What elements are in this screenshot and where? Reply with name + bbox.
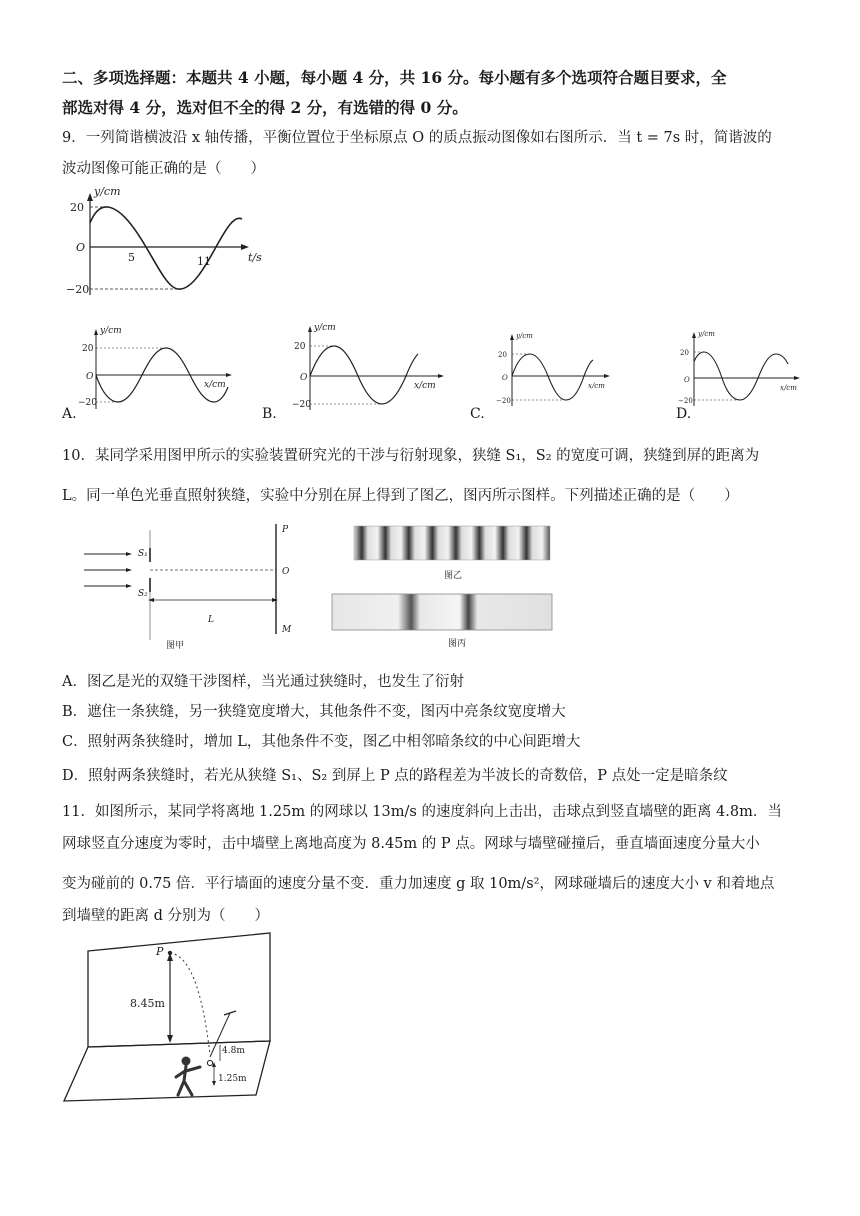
q10-l-label: L [208, 615, 214, 625]
q10-option-d: D．照射两条狭缝时，若光从狭缝 S₁、S₂ 到屏上 P 点的路程差为半波长的奇数倍，P 点处一定是暗条纹 [62, 768, 728, 784]
q9-d-x-label: x/cm [780, 384, 797, 392]
q9-b-y-tick-top: 20 [294, 342, 306, 352]
section-title-line1: 二、多项选择题：本题共 4 小题，每小题 4 分，共 16 分。每小题有多个选项符合题目要求，全 [62, 68, 727, 87]
q9-y-axis-label: y/cm [94, 185, 121, 198]
q10-p-label: P [282, 525, 289, 535]
q9-option-d-graph [678, 328, 808, 410]
q9-c-y-label: y/cm [516, 332, 533, 340]
q10-o-label: O [282, 567, 290, 577]
q9-a-x-label: x/cm [204, 380, 226, 390]
q10-s1-label: S₁ [138, 549, 148, 559]
q9-a-origin: O [86, 372, 94, 382]
q9-b-origin: O [300, 373, 308, 383]
q10-fig-yi [352, 520, 557, 582]
q9-d-y-tick-bottom: −20 [678, 397, 693, 405]
q9-x-axis-label: t/s [248, 251, 262, 264]
q10-caption-jia: 图甲 [166, 641, 185, 651]
q9-a-y-tick-top: 20 [82, 344, 94, 354]
section-title-line2: 部选对得 4 分，选对但不全的得 2 分，有选错的得 0 分。 [62, 98, 468, 117]
q9-x-tick-5: 5 [128, 251, 135, 264]
q11-height-8-45: 8.45m [130, 997, 165, 1010]
q11-stem-line3: 变为碰前的 0.75 倍．平行墙面的速度分量不变．重力加速度 g 取 10m/s²，网球碰墙后的速度大小 v 和着地点 [62, 876, 775, 892]
q9-d-y-tick-top: 20 [680, 349, 689, 357]
q11-stem-line4: 到墙壁的距离 d 分别为（ ） [62, 908, 269, 924]
q11-tennis-figure [60, 925, 280, 1105]
q9-option-a-graph [80, 325, 240, 415]
q10-stem-line1: 10．某同学采用图甲所示的实验装置研究光的干涉与衍射现象，狭缝 S₁，S₂ 的宽度可调，狭缝到屏的距离为 [62, 448, 760, 464]
q10-caption-bing: 图丙 [448, 639, 467, 649]
q9-x-tick-11: 11 [197, 255, 211, 268]
q11-stem-line1: 11．如图所示，某同学将离地 1.25m 的网球以 13m/s 的速度斜向上击出，击球点到竖直墙壁的距离 4.8m．当 [62, 804, 782, 820]
q9-y-tick-top: 20 [70, 201, 84, 214]
q9-d-y-label: y/cm [698, 330, 715, 338]
q10-m-label: M [282, 625, 292, 635]
q9-c-y-tick-bottom: −20 [496, 397, 511, 405]
q9-option-c-label: C. [470, 406, 485, 422]
q9-c-x-label: x/cm [588, 382, 605, 390]
q9-option-c-graph [496, 330, 616, 410]
q9-a-y-tick-bottom: −20 [78, 398, 97, 408]
q9-option-a-label: A. [62, 406, 77, 422]
q10-option-c: C．照射两条狭缝时，增加 L，其他条件不变，图乙中相邻暗条纹的中心间距增大 [62, 734, 581, 750]
q9-stem-line2: 波动图像可能正确的是（ ） [62, 161, 265, 177]
q9-b-y-tick-bottom: −20 [292, 400, 311, 410]
q9-b-x-label: x/cm [414, 381, 436, 391]
q9-origin-label: O [76, 241, 86, 254]
q9-stem-line1: 9．一列简谐横波沿 x 轴传播，平衡位置位于坐标原点 O 的质点振动图像如右图所示．当 t = 7s 时，简谐波的 [62, 130, 772, 146]
q10-option-a: A．图乙是光的双缝干涉图样，当光通过狭缝时，也发生了衍射 [62, 674, 464, 690]
q9-vibration-graph [60, 185, 260, 305]
q9-option-b-graph [292, 322, 452, 417]
q11-p-label: P [156, 945, 164, 958]
q10-fig-jia [80, 520, 310, 655]
q11-stem-line2: 网球竖直分速度为零时，击中墙壁上离地高度为 8.45m 的 P 点。网球与墙壁碰撞后，垂直墙面速度分量大小 [62, 836, 760, 852]
q9-a-y-label: y/cm [100, 326, 122, 336]
q10-caption-yi: 图乙 [444, 571, 463, 581]
q9-b-y-label: y/cm [314, 323, 336, 333]
q9-option-b-label: B. [262, 406, 277, 422]
q9-c-origin: O [502, 374, 508, 382]
q9-d-origin: O [684, 376, 690, 384]
q9-c-y-tick-top: 20 [498, 351, 507, 359]
q11-distance-4-8: 4.8m [222, 1046, 245, 1056]
q11-height-1-25: 1.25m [218, 1074, 247, 1084]
q9-option-d-label: D. [676, 406, 692, 422]
q10-s2-label: S₂ [138, 589, 148, 599]
q10-fig-bing [330, 590, 555, 650]
q9-y-tick-bottom: −20 [66, 283, 90, 296]
q10-stem-line2: L。同一单色光垂直照射狭缝，实验中分别在屏上得到了图乙，图丙所示图样。下列描述正确的是（ ） [62, 488, 739, 504]
q10-option-b: B．遮住一条狭缝，另一狭缝宽度增大，其他条件不变，图丙中亮条纹宽度增大 [62, 704, 566, 720]
